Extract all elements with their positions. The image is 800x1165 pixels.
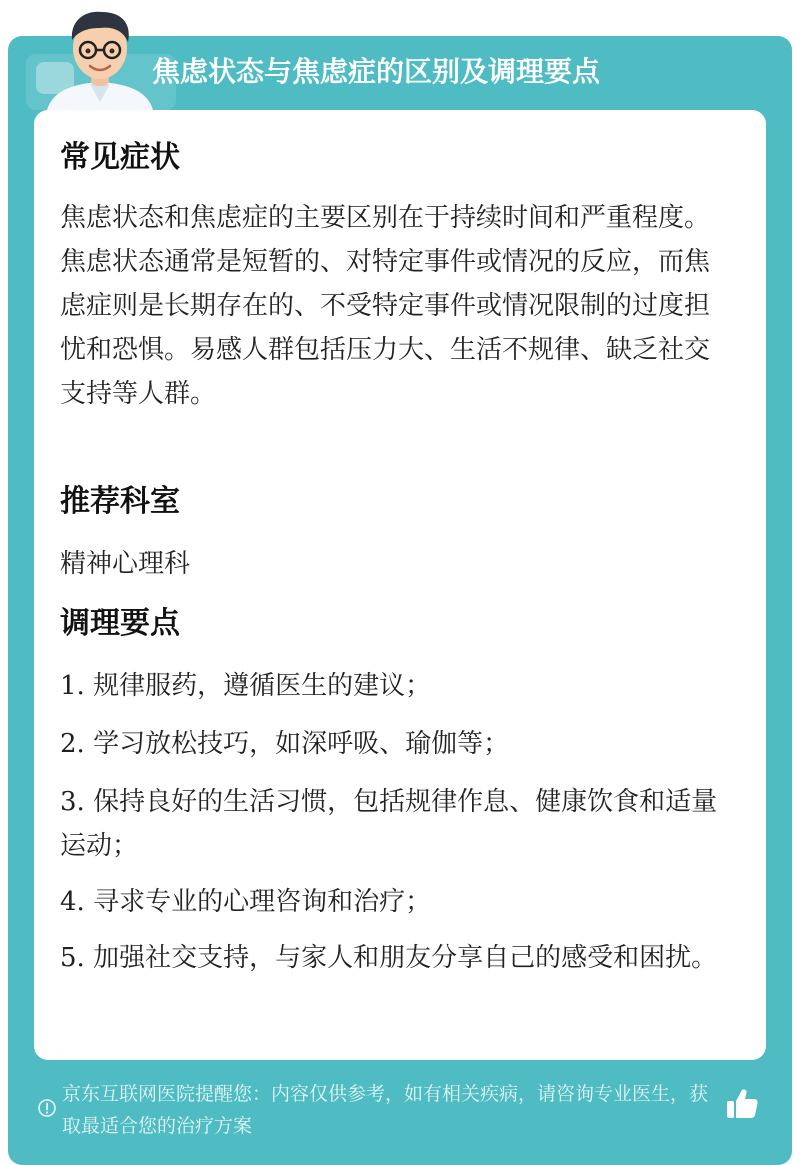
list-item-number: 1. bbox=[60, 671, 85, 701]
list-item bbox=[60, 664, 724, 708]
symptoms-text: 焦虑状态和焦虑症的主要区别在于持续时间和严重程度。焦虑状态通常是短暂的、对特定事件或情况的反应，而焦虑症则是长期存在的、不受特定事件或情况限制的过度担忧和恐惧。易感人群包括压力大、生活不规律、缺乏社交支持等人群。 bbox=[60, 203, 711, 409]
page-title: 焦虑状态与焦虑症的区别及调理要点 bbox=[152, 55, 601, 88]
list-item-text: 寻求专业的心理咨询和治疗； bbox=[93, 887, 432, 917]
section-heading-symptoms: 常见症状 bbox=[60, 140, 180, 175]
list-item bbox=[60, 936, 724, 980]
department-text: 精神心理科 bbox=[60, 549, 191, 579]
list-item-text: 保持良好的生活习惯，包括规律作息、健康饮食和适量运动； bbox=[60, 787, 718, 861]
list-item-number: 2. bbox=[60, 729, 85, 759]
list-item-number: 5. bbox=[60, 943, 85, 973]
info-icon bbox=[37, 1098, 57, 1118]
list-item-text: 学习放松技巧，如深呼吸、瑜伽等； bbox=[93, 729, 510, 759]
doctor-avatar-icon bbox=[40, 6, 160, 114]
footer-disclaimer: 京东互联网医院提醒您：内容仅供参考，如有相关疾病，请咨询专业医生，获取最适合您的治疗方案 bbox=[62, 1083, 709, 1137]
list-item bbox=[60, 780, 724, 868]
list-item bbox=[60, 880, 724, 924]
section-heading-department: 推荐科室 bbox=[60, 484, 180, 519]
list-item-number: 4. bbox=[60, 887, 85, 917]
list-item-text: 规律服药，遵循医生的建议； bbox=[93, 671, 432, 701]
list-item-number: 3. bbox=[60, 787, 85, 817]
section-heading-care-points: 调理要点 bbox=[60, 606, 180, 641]
thumbs-up-icon[interactable] bbox=[724, 1086, 760, 1122]
list-item-text: 加强社交支持，与家人和朋友分享自己的感受和困扰。 bbox=[93, 943, 718, 973]
list-item bbox=[60, 722, 724, 766]
